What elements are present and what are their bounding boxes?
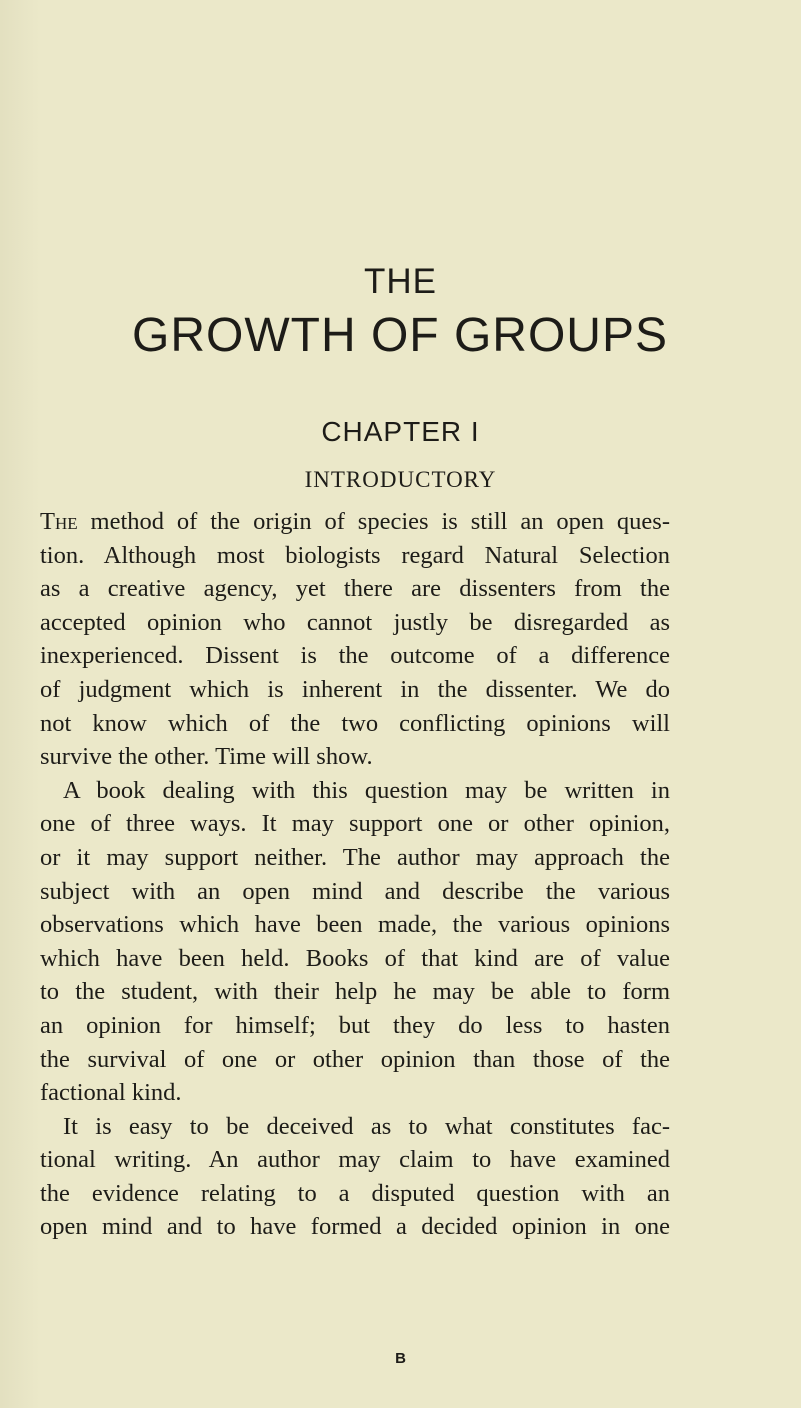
chapter-number: CHAPTER I [321, 416, 480, 447]
text-line-rest: method of the origin of species is still an open ques- [77, 508, 670, 535]
text-line: observations which have been made, the various opinions [40, 911, 670, 939]
text-line: inexperienced. Dissent is the outcome of a difference [40, 642, 670, 670]
text-line: which have been held. Books of that kind are of value [40, 944, 670, 972]
chapter-body [40, 505, 670, 1244]
text-line: accepted opinion who cannot justly be disregarded as [40, 608, 670, 636]
book-title-prefix: THE [364, 262, 437, 301]
drop-word: The [40, 508, 78, 535]
text-line: the survival of one or other opinion than those of the [40, 1045, 670, 1073]
text-line: the evidence relating to a disputed question with an [40, 1179, 670, 1207]
text-line: not know which of the two conflicting opinions will [40, 709, 670, 737]
text-line: tional writing. An author may claim to have examined [40, 1146, 670, 1174]
signature-mark: B [395, 1350, 406, 1367]
text-line: factional kind. [40, 1079, 182, 1107]
text-line: survive the other. Time will show. [40, 743, 373, 771]
text-line: It is easy to be deceived as to what constitutes fac- [63, 1112, 670, 1140]
text-line: or it may support neither. The author may approach the [40, 843, 670, 871]
text-line: an opinion for himself; but they do less to hasten [40, 1011, 670, 1039]
text-line: one of three ways. It may support one or other opinion, [40, 810, 670, 838]
text-line [40, 505, 670, 539]
text-line: subject with an open mind and describe the various [40, 877, 670, 905]
text-line: as a creative agency, yet there are dissenters from the [40, 575, 670, 603]
text-line: A book dealing with this question may be written in [63, 776, 670, 804]
chapter-title: INTRODUCTORY [304, 467, 497, 492]
text-line: tion. Although most biologists regard Natural Selection [40, 541, 670, 569]
book-title: GROWTH OF GROUPS [132, 309, 668, 362]
text-line: to the student, with their help he may be able to form [40, 978, 670, 1006]
text-line: of judgment which is inherent in the dissenter. We do [40, 675, 670, 703]
text-line: open mind and to have formed a decided opinion in one [40, 1213, 670, 1241]
